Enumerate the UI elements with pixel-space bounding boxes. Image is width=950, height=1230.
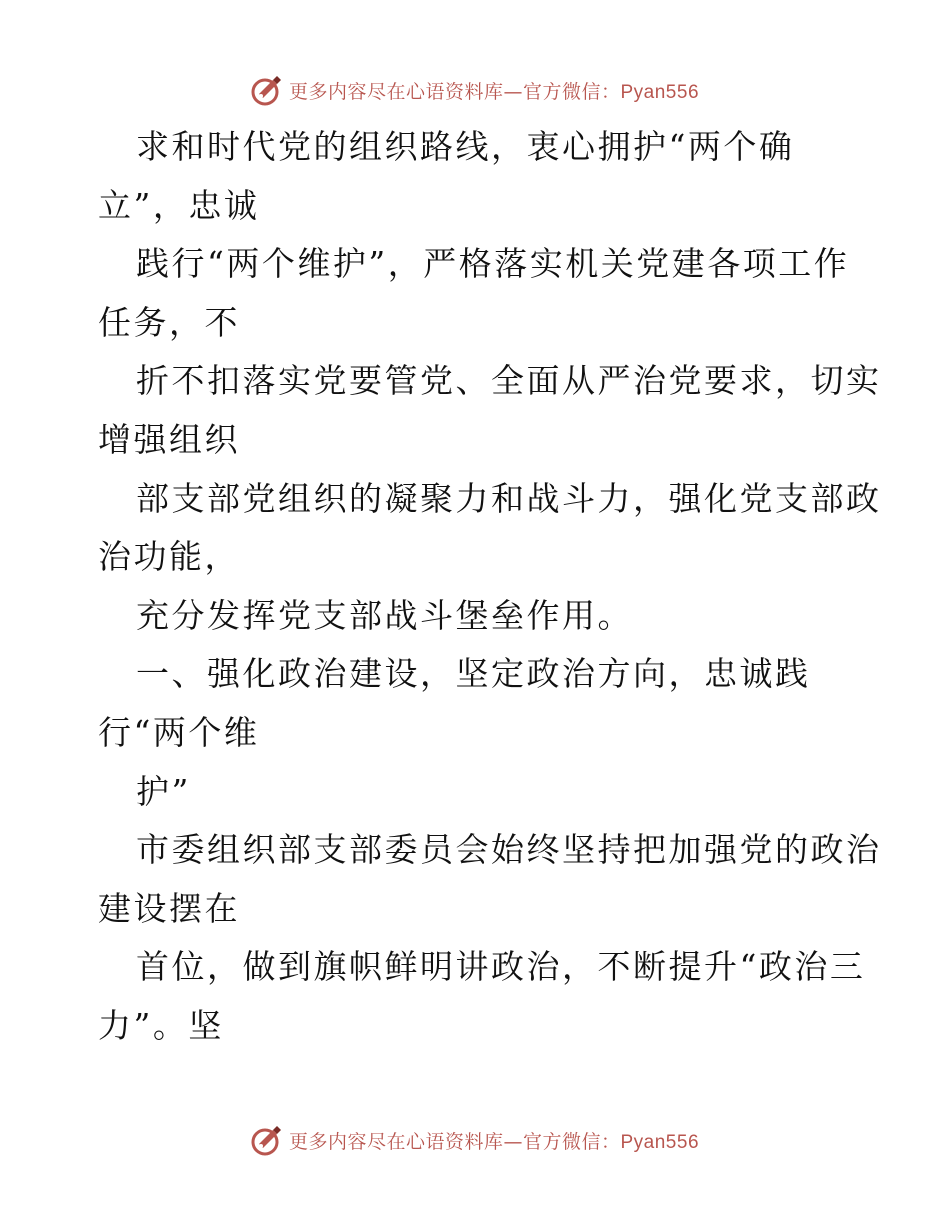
body-line: 建设摆在 (98, 888, 240, 928)
footer-brand (289, 1127, 699, 1154)
header-dash: — (503, 80, 523, 103)
header-wechat-label: 官方微信： (522, 80, 621, 103)
pen-circle-logo-icon (251, 74, 283, 106)
footer-dash: — (503, 1130, 523, 1153)
body-line: 求和时代党的组织路线，衷心拥护“两个确 (136, 127, 795, 166)
body-line: 折不扣落实党要管党、全面从严治党要求，切实 (136, 361, 882, 401)
header-site-text: 更多内容尽在心语资料库 (288, 80, 504, 103)
body-line: 力”。坚 (98, 1005, 224, 1045)
footer-site-text: 更多内容尽在心语资料库 (288, 1130, 504, 1153)
pen-circle-logo-icon (251, 1124, 283, 1156)
section-heading: 一、强化政治建设，坚定政治方向，忠诚践 (136, 654, 811, 694)
body-line: 立”，忠诚 (98, 185, 260, 225)
body-line: 首位，做到旗帜鲜明讲政治，不断提升“政治三 (136, 947, 866, 987)
body-line: 任务，不 (98, 302, 240, 342)
section-heading: 行“两个维 (98, 712, 260, 752)
body-line: 市委组织部支部委员会始终坚持把加强党的政治 (136, 830, 882, 870)
footer-account: Pyan556 (620, 1131, 700, 1153)
body-line: 践行“两个维护”，严格落实机关党建各项工作 (136, 244, 850, 284)
body-line: 部支部党组织的凝聚力和战斗力，强化党支部政 (136, 478, 882, 518)
body-line: 治功能， (98, 537, 240, 577)
section-heading: 护” (136, 771, 191, 811)
body-line: 增强组织 (98, 419, 240, 459)
footer-wechat-label: 官方微信： (522, 1130, 621, 1153)
body-line: 充分发挥党支部战斗堡垒作用。 (136, 595, 633, 635)
page-header (0, 70, 950, 110)
header-brand (289, 77, 699, 104)
page-footer (0, 1120, 950, 1160)
header-account: Pyan556 (620, 81, 700, 103)
document-body (98, 118, 882, 1056)
